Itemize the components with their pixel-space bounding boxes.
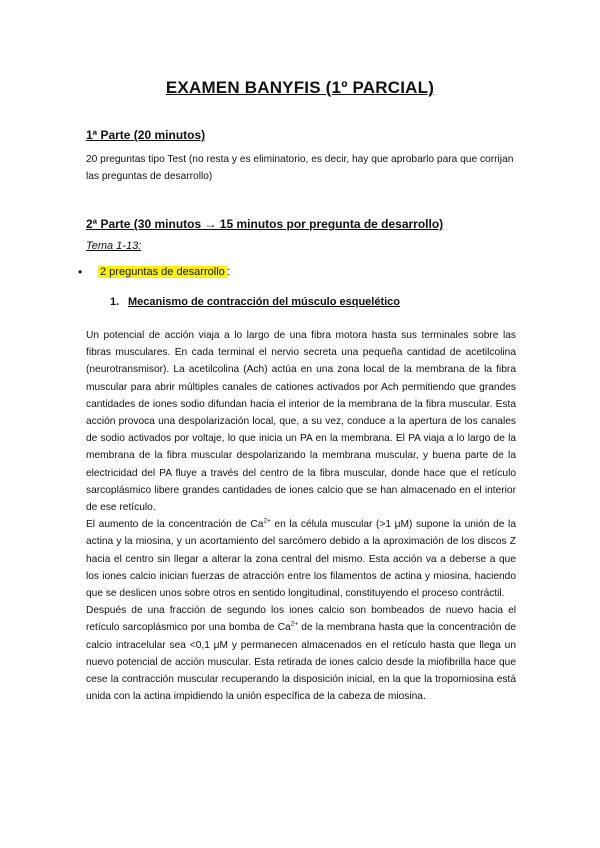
bullet-icon: • (78, 265, 83, 279)
tema-label: Tema 1-13: (86, 240, 142, 252)
part2-heading: 2ª Parte (30 minutos → 15 minutos por pregunta de desarrollo) (86, 217, 444, 231)
document-title: EXAMEN BANYFIS (1º PARCIAL) (165, 78, 435, 97)
numbered-item (110, 296, 400, 308)
item-number: 1. (110, 296, 120, 308)
part1-heading: 1ª Parte (20 minutos) (86, 128, 206, 142)
bullet-item (78, 263, 230, 281)
paragraph-2: El aumento de la concentración de $Ca^{2+}$ en la célula muscular (>1 μM) supone la unión de la actina y la miosina, y un acortamiento del sarcómero debido a la aproximación de los discos Z hacia el centro sin llegar a alterar la zona central del mismo. Esta acción va a deberse a que los iones calcio inician fuerzas de atracción entre los filamentos de actina y miosina, haciendo que se deslicen unos sobre otros en sentido longitudinal, constituyendo el proceso contráctil. (86, 517, 516, 600)
paragraph-1: Un potencial de acción viaja a lo largo de una fibra motora hasta sus terminales sobre las fibras musculares. En cada terminal el nervio secreta una pequeña cantidad de acetilcolina (neurotransmisor). La acetilcolina (Ach) actúa en una zona local de la membrana de la fibra muscular para abrir múltiples canales de cationes activados por Ach permitiendo que grandes cantidades de iones sodio difundan hacia el interior de la membrana de la fibra muscular. Esta acción provoca una despolarización local, que, a su vez, conduce a la apertura de los canales de sodio activados por voltaje, lo que inicia un PA en la membrana. El PA viaja a lo largo de la membrana de la fibra muscular despolarizando la membrana muscular, y buena parte de la electricidad del PA fluye a través del centro de la fibra muscular, donde hace que el retículo sarcoplásmico libere grandes cantidades de iones calcio que se han almacenado en el interior de ese retículo. (86, 330, 516, 514)
item-title: Mecanismo de contracción del músculo esquelético (128, 296, 401, 308)
body-text (86, 327, 516, 705)
part1-text: 20 preguntas tipo Test (no resta y es eliminatorio, es decir, hay que aprobarlo para que corrijan las preguntas de desarrollo) (86, 154, 514, 182)
bullet-text-highlighted: 2 preguntas de desarrollo (100, 266, 225, 278)
bullet-suffix: : (226, 266, 230, 278)
paragraph-3: Después de una fracción de segundo los iones calcio son bombeados de nuevo hacia el retículo sarcoplásmico por una bomba de $Ca^{2+}$ de la membrana hasta que la concentración de calcio intracelular sea <0,1 μM y permanecen almacenados en el retículo hasta que llega un nuevo potencial de acción muscular. Esta retirada de iones calcio desde la miofibrilla hace que cese la contracción muscular recuperando la disposición inicial, en la que la tropomiosina está unida con la actina impidiendo la unión específica de la cabeza de miosina. (86, 605, 516, 703)
